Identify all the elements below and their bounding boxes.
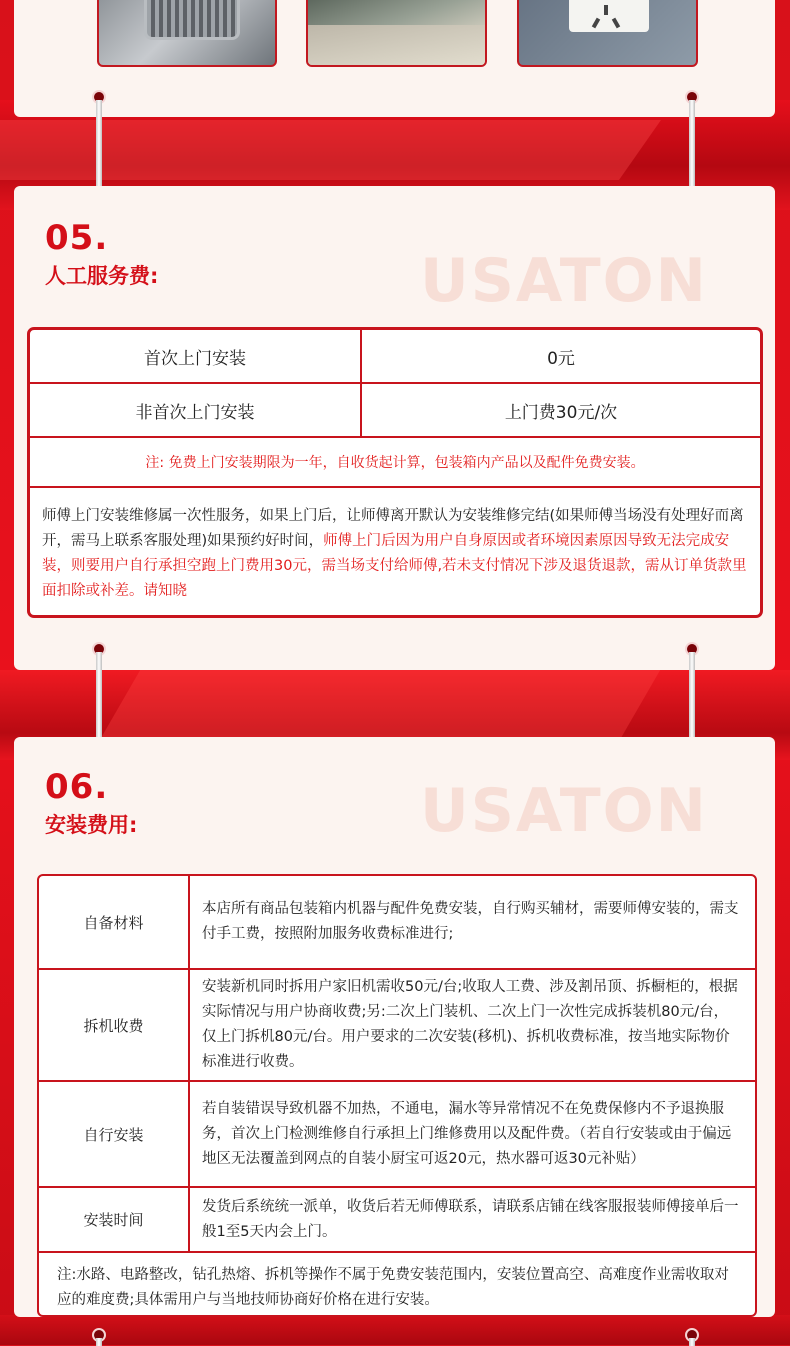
table-row <box>39 876 755 970</box>
red-banner-3 <box>0 1315 790 1345</box>
section-title: 安装费用: <box>45 813 138 837</box>
row-text: 发货后系统统一派单，收货后若无师傅联系，请联系店铺在线客服报装师傅接单后一般1至5天内会上门。 <box>202 1198 739 1240</box>
section-title: 人工服务费: <box>45 264 159 288</box>
row-label: 自行安装 <box>39 1082 190 1186</box>
free-install-note: 注: 免费上门安装期限为一年，自收货起计算，包装箱内产品以及配件免费安装。 <box>30 438 760 488</box>
row-label: 拆机收费 <box>39 970 190 1080</box>
section-number: 05. <box>45 218 109 258</box>
tile-floor-photo <box>306 0 487 67</box>
table-row <box>39 1082 755 1188</box>
brand-watermark: USATON <box>420 776 708 846</box>
table-row <box>30 330 760 384</box>
row-label: 非首次上门安装 <box>30 384 362 436</box>
row-value: 上门费30元/次 <box>504 402 618 423</box>
installation-fee-table <box>37 874 757 1317</box>
row-label: 自备材料 <box>39 876 190 968</box>
table-row <box>30 384 760 438</box>
labor-fee-table <box>27 327 763 618</box>
policy-text: 师傅上门安装维修属一次性服务，如果上门后，让师傅离开默认为安装维修完结(如果师傅当场没有处理好而离开，需马上联系客服处理)如果预约好时间， <box>42 508 744 549</box>
row-value: 0元 <box>547 348 575 369</box>
row-label: 首次上门安装 <box>30 330 362 382</box>
installation-note: 注:水路、电路整改，钻孔热熔、拆机等操作不属于免费安装范围内，安装位置高空、高难度作业需收取对应的难度费;具体需用户与当地技师协商好价格在进行安装。 <box>57 1267 729 1308</box>
policy-warning-text: 师傅上门后因为用户自身原因或者环境因素原因导致无法完成安装，则要用户自行承担空跑上门费用30元，需当场支付给师傅,若未支付情况下涉及退货退款，需从订单货款里面扣除或补差。请知晓 <box>42 533 747 599</box>
service-policy-paragraph <box>30 488 760 604</box>
wall-socket-photo <box>517 0 698 67</box>
table-row <box>39 970 755 1082</box>
row-text: 本店所有商品包装箱内机器与配件免费安装，自行购买辅材，需要师傅安装的，需支付手工费，按照附加服务收费标准进行; <box>202 901 739 942</box>
floor-drain-photo <box>97 0 277 67</box>
row-label: 安装时间 <box>39 1188 190 1251</box>
row-text: 安装新机同时拆用户家旧机需收50元/台;收取人工费、涉及割吊顶、拆橱柜的，根据实际情况与用户协商收费;另:二次上门装机、二次上门一次性完成拆装机80元/台，仅上门拆机80元/台。用户要求的二次安装(移机)、拆机收费标准，按当地实际物价标准进行收费。 <box>202 979 738 1070</box>
row-text: 若自装错误导致机器不加热，不通电，漏水等异常情况不在免费保修内不予退换服务，首次上门检测维修自行承担上门维修费用以及配件费。（若自行安装或由于偏远地区无法覆盖到网点的自装小厨宝可返20元，热水器可返30元补贴） <box>202 1100 732 1167</box>
brand-watermark: USATON <box>420 246 708 316</box>
section-number: 06. <box>45 767 109 807</box>
table-row <box>39 1188 755 1253</box>
